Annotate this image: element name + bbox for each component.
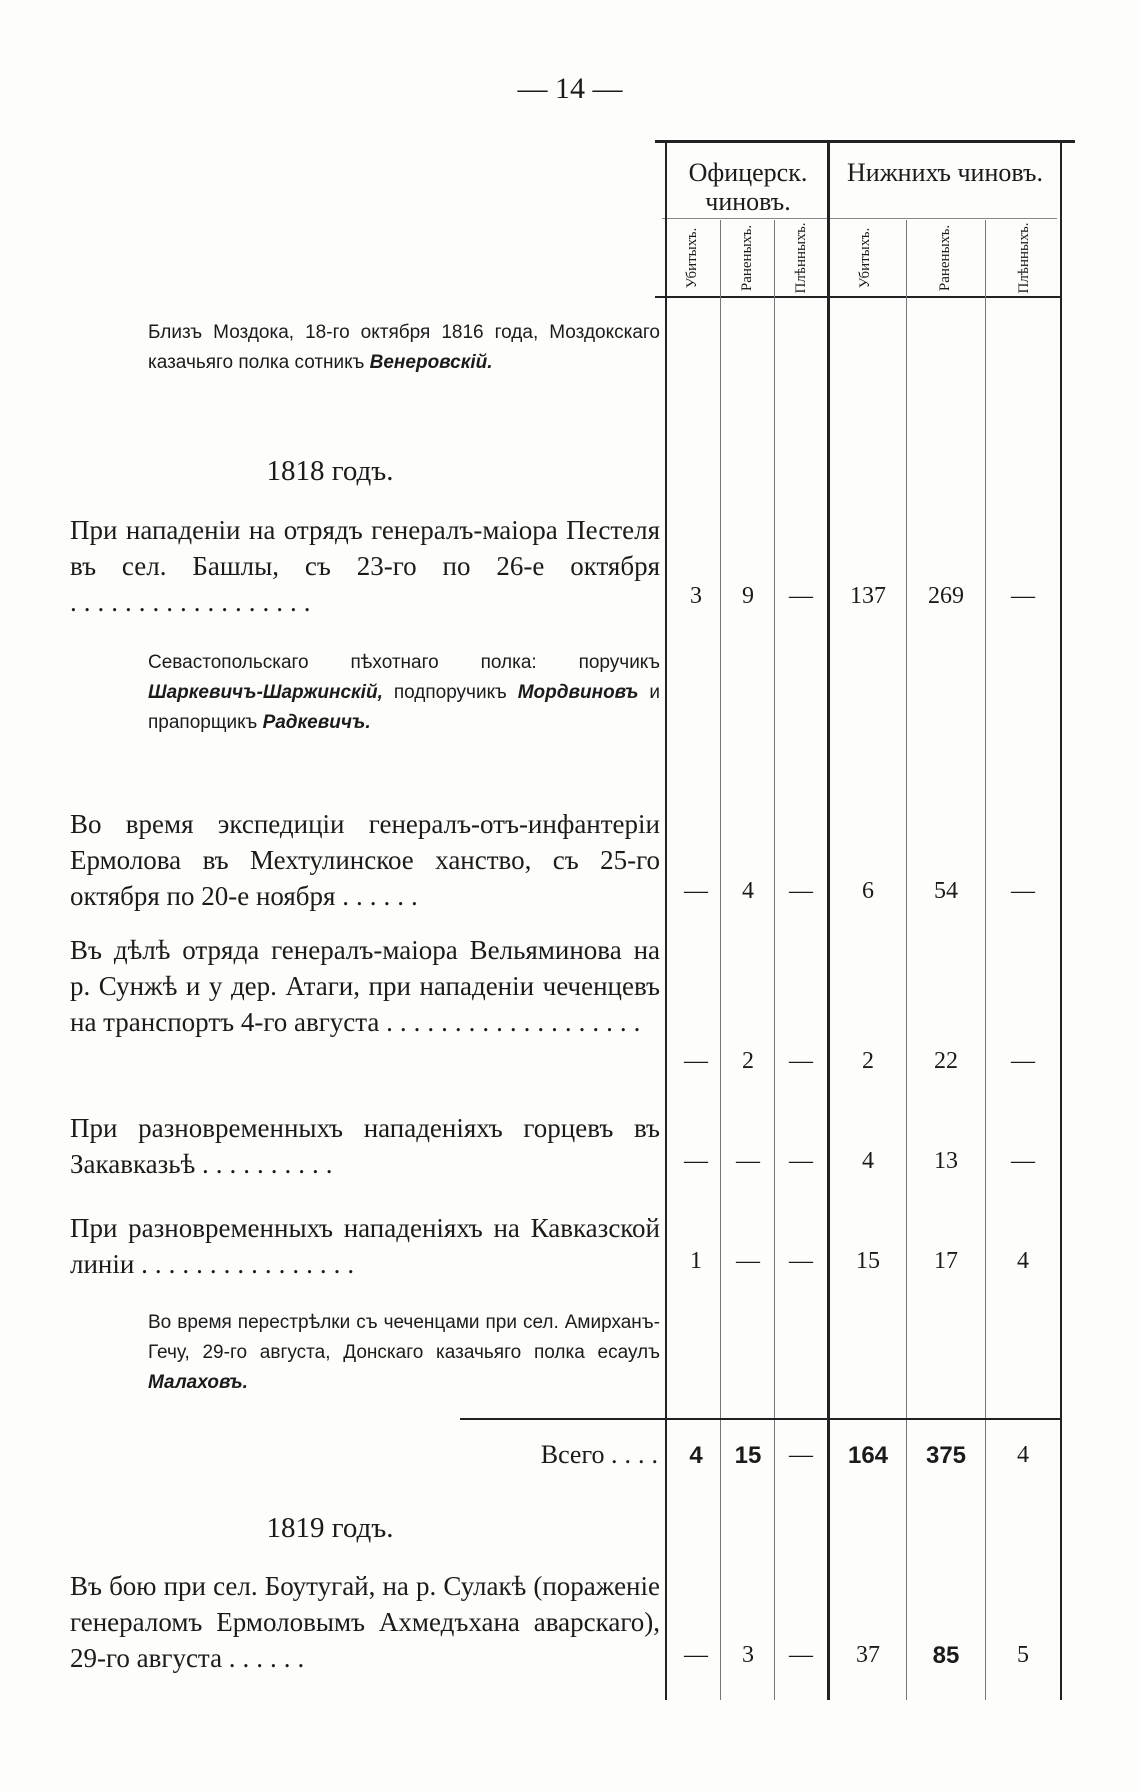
col-header-officers-killed: Убитыхъ.	[684, 227, 700, 289]
value-cell: 2	[742, 1048, 754, 1074]
total-cell: 15	[734, 1442, 762, 1469]
total-cell: 375	[925, 1442, 967, 1469]
total-cell: 164	[847, 1442, 889, 1469]
note-sevastopol	[148, 648, 660, 738]
note-amirkhan-name: Малаховъ.	[148, 1372, 248, 1393]
entry-text: Въ бою при сел. Боутугай, на р. Сулакѣ (пораженіе генераломъ Ермоловымъ Ахмедъхана аварскаго), 29-го августа	[70, 1571, 660, 1673]
value-cell: 9	[742, 583, 754, 609]
entry-1818-yermolov	[70, 806, 660, 914]
value-cell: 1	[690, 1248, 702, 1274]
col-rule-3	[906, 220, 907, 1700]
value-cell: 3	[690, 583, 702, 609]
note-1816-name: Венеровскій.	[369, 352, 493, 373]
note-1816-text: Близъ Моздока, 18-го октября 1816 года, Моздокскаго казачьяго полка сотникъ	[148, 322, 660, 373]
value-cell: 269	[928, 583, 964, 609]
value-cell: —	[736, 1148, 760, 1174]
col-rule-1	[720, 220, 721, 1700]
table-left-rule	[665, 140, 667, 1700]
value-cell: —	[684, 878, 708, 904]
value-cell: —	[789, 1148, 813, 1174]
note-sevastopol-mid: подпоручикъ	[393, 682, 507, 703]
value-cell: 5	[1017, 1642, 1029, 1668]
value-cell: 17	[934, 1248, 958, 1274]
note-sevastopol-name1: Шаркевичъ-Шаржинскій,	[148, 682, 383, 703]
value-cell: 4	[1017, 1248, 1029, 1274]
value-cell: 22	[934, 1048, 958, 1074]
lower-ranks-header: Нижнихъ чиновъ.	[847, 158, 1043, 187]
entry-text: При нападеніи на отрядъ генералъ-маіора Пестеля въ сел. Башлы, съ 23-го по 26-е октября	[70, 515, 660, 581]
entry-1819-boutugai	[70, 1568, 660, 1676]
col-rule-2	[774, 220, 775, 1700]
value-cell: 85	[932, 1642, 960, 1669]
total-label-line	[460, 1440, 665, 1470]
page-number: — 14 —	[517, 72, 623, 105]
value-cell: —	[789, 1048, 813, 1074]
col-header-lower-wounded: Раненыхъ.	[937, 224, 953, 292]
note-sevastopol-mid2: и прапорщикъ	[148, 682, 660, 733]
entry-1818-transcaucasia	[70, 1110, 660, 1182]
value-cell: —	[789, 583, 813, 609]
entry-1818-pestel	[70, 512, 660, 620]
leader-dots: ................	[141, 1249, 362, 1279]
table-right-rule	[1060, 140, 1062, 1700]
officers-header: Офицерск. чиновъ.	[688, 158, 808, 216]
leader-dots: ....	[611, 1440, 665, 1469]
value-cell: 13	[934, 1148, 958, 1174]
value-cell: 37	[856, 1642, 880, 1668]
value-cell: —	[789, 878, 813, 904]
total-label: Всего	[540, 1440, 605, 1469]
value-cell: —	[684, 1148, 708, 1174]
value-cell: —	[684, 1642, 708, 1668]
total-cell: —	[789, 1442, 813, 1468]
entry-1818-velyaminov	[70, 932, 660, 1040]
total-cell: 4	[1017, 1442, 1029, 1468]
entry-text: Въ дѣлѣ отряда генералъ-маіора Вельяминова на р. Сунжѣ и у дер. Атаги, при нападеніи чеченцевъ на транспортъ 4-го августа	[70, 935, 660, 1037]
leader-dots: ......	[228, 1643, 312, 1673]
value-cell: 15	[856, 1248, 880, 1274]
note-sevastopol-name2: Мордвиновъ	[517, 682, 639, 703]
col-header-officers-wounded: Раненыхъ.	[739, 224, 755, 292]
value-cell: 3	[742, 1642, 754, 1668]
col-header-officers-captured: Плѣнныхъ.	[793, 222, 809, 294]
value-cell: 2	[862, 1048, 874, 1074]
value-cell: —	[1011, 1148, 1035, 1174]
note-sevastopol-pre: Севастопольскаго пѣхотнаго полка: поручикъ	[148, 652, 660, 673]
leader-dots: ...................	[386, 1007, 648, 1037]
value-cell: —	[789, 1248, 813, 1274]
note-amirkhan	[148, 1308, 660, 1398]
leader-dots: ..................	[70, 587, 318, 617]
entry-text: При разновременныхъ нападеніяхъ на Кавказской линіи	[70, 1213, 660, 1279]
value-cell: —	[684, 1048, 708, 1074]
value-cell: 6	[862, 878, 874, 904]
year-heading-1818: 1818 годъ.	[266, 455, 394, 487]
note-sevastopol-name3: Радкевичъ.	[262, 712, 371, 733]
entry-text: При разновременныхъ нападеніяхъ горцевъ въ Закавказьѣ	[70, 1113, 660, 1179]
col-header-lower-killed: Убитыхъ.	[857, 227, 873, 289]
value-cell: —	[1011, 583, 1035, 609]
value-cell: —	[1011, 878, 1035, 904]
entry-text: Во время экспедиціи генералъ-отъ-инфантеріи Ермолова въ Мехтулинское ханство, съ 25-го октября по 20-е ноября	[70, 809, 660, 911]
value-cell: 137	[850, 583, 886, 609]
table-top-rule	[655, 140, 1075, 143]
value-cell: —	[789, 1642, 813, 1668]
col-header-lower-captured: Плѣнныхъ.	[1016, 222, 1032, 294]
value-cell: 54	[934, 878, 958, 904]
total-rule	[460, 1418, 1060, 1420]
year-heading-1819: 1819 годъ.	[266, 1512, 394, 1544]
note-amirkhan-text: Во время перестрѣлки съ чеченцами при сел. Амирханъ-Гечу, 29-го августа, Донскаго казачьяго полка есаулъ	[148, 1312, 660, 1363]
col-rule-4	[985, 220, 986, 1700]
total-cell: 4	[689, 1442, 703, 1469]
entry-1818-caucasian-line	[70, 1210, 660, 1282]
value-cell: 4	[742, 878, 754, 904]
value-cell: —	[1011, 1048, 1035, 1074]
leader-dots: ..........	[202, 1149, 340, 1179]
leader-dots: ......	[342, 881, 425, 911]
value-cell: 4	[862, 1148, 874, 1174]
value-cell: —	[736, 1248, 760, 1274]
note-1816	[148, 318, 660, 378]
